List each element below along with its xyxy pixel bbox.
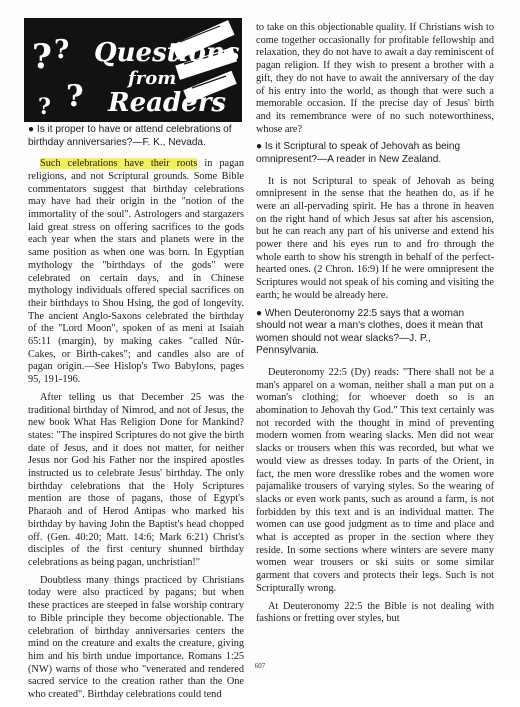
svg-text:?: ? <box>66 79 84 114</box>
page-number: 607 <box>254 662 266 670</box>
question-slacks: ● When Deuteronomy 22:5 says that a woman should not wear a man's clothes, does it mean that women should not wear slacks?—J. P., Pennsylvania. <box>256 307 483 357</box>
questions-from-readers-banner <box>24 18 242 122</box>
question-omnipresent: ● Is it Scriptural to speak of Jehovah as being omnipresent?—A reader in New Zealand. <box>256 141 461 165</box>
answer-slacks-paragraph-2: At Deuteronomy 22:5 the Bible is not dealing with fashions or fretting over styles, but <box>256 600 494 625</box>
svg-text:?: ? <box>38 94 51 120</box>
paragraph-text: in pagan religions, and not Scriptural grounds. Some Bible commentators suggest that birthday celebrations may have had their origin in the "notion of the immortality of the soul". Astrologers and stargazers laid great stress on offering sacrifices to the gods each year when the stars and planets were in the same position as when one was born. In Egyptian mythology the "birthdays of the gods" were celebrated on certain days, and in Chinese mythology individuals offered special sacrifices on their birthdays to Shou Hsing, the god of longevity. The ancient Anglo-Saxons celebrated the birthday of the "Lord Moon", spoken of as meni at Isaiah 65:11 (margin), by making cakes "called Nûr-Cakes, or Birth-cakes"; and candles also are of pagan origin.—See Hislop's Two Babylons, pages 95, 191-196. <box>28 158 244 386</box>
banner-title-from: from <box>128 68 177 89</box>
svg-text:?: ? <box>32 37 52 77</box>
answer-birthdays-paragraph-1 <box>28 158 244 387</box>
answer-birthdays-paragraph-3: Doubtless many things practiced by Christians today were also practiced by pagans; but when these practices are steeped in false worship contrary to Bible principle they become objectionable. The celebration of birthday anniversaries centers the mind on the creature and exalts the creature, giving him and his birth undue importance. Romans 1:25 (NW) warns of those who "venerated and rendered sacred service to the creation rather than the One who created". Birthday celebrations could tend <box>28 574 244 701</box>
highlighted-phrase: Such celebrations have their roots <box>40 158 198 170</box>
answer-omnipresent: It is not Scriptural to speak of Jehovah as being omnipresent in the sense that the heathen do, as if he were an all-pervading spirit. He has a throne in heaven on the right hand of which Jesus sat after his ascension, but he can reach any part of his universe and extend his power there and his eyes run to and fro through the whole earth to show his strength in behalf of the perfect-hearted ones. (2 Chron. 16:9) If he were omnipresent the Scriptures would not speak of his coming and visiting the earth; he would be already here. <box>256 175 494 301</box>
svg-text:?: ? <box>54 35 70 65</box>
answer-slacks-paragraph-1: Deuteronomy 22:5 (Dy) reads: "There shall not be a man's apparel on a woman, neither shall a man put on a woman's clothing; for whoever doeth so is an abomination to Jehovah thy God." This text certainly was not recorded with the thought in mind of preventing modern women from wearing slacks. Men did not wear slacks or trousers when this was recorded, but what we would view as dresses today. In parts of the Orient, in fact, the men wore dresslike robes and the women wore pajamalike trousers of varying styles. So the wearing of slacks or even work pants, such as around a farm, is not forbidden by this text and is an individual matter. The women can use good judgment as to time and place and what is accepted as proper in the section where they reside. In some sections where winters are severe many women wear trousers or ski suits or some similar garment that covers and protects their legs. Such is not Scripturally wrong. <box>256 366 494 594</box>
banner-title-readers: Readers <box>108 88 227 118</box>
question-birthdays: ● Is it proper to have or attend celebrations of birthday anniversaries?—F. K., Nevada. <box>28 124 232 148</box>
answer-birthdays-continued: to take on this objectionable quality. If Christians wish to come together occasionally for profitable fellowship and relaxation, they do not have to await a day reminiscent of pagan religion. If they wish to present a brother with a gift, they do not have to await the anniversary of the day of his entry into the world, as though that were such a memorable occasion. If the precise day of Jesus' birth and its remembrance were of no such noteworthiness, whose are? <box>256 22 494 135</box>
answer-birthdays-paragraph-2: After telling us that December 25 was the traditional birthday of Nimrod, and not of Jesus, the new book What Has Religion Done for Mankind? states: "The inspired Scriptures do not give the birth date of Jesus, and it does not matter, for neither Jesus nor God his Father nor the inspired apostles instructed us to celebrate Jesus' birthday. The only birthday celebrations that the Holy Scriptures mention are those of pagans, those of Egypt's Pharaoh and of Herod Antipas who marked his birthday by having John the Baptist's head chopped off. (Gen. 40:20; Matt. 14:6; Mark 6:21) Christ's disciples of the first century shunned birthday celebrations as being pagan, unchristian!" <box>28 391 244 568</box>
banner-title-questions: Questions <box>94 38 240 68</box>
